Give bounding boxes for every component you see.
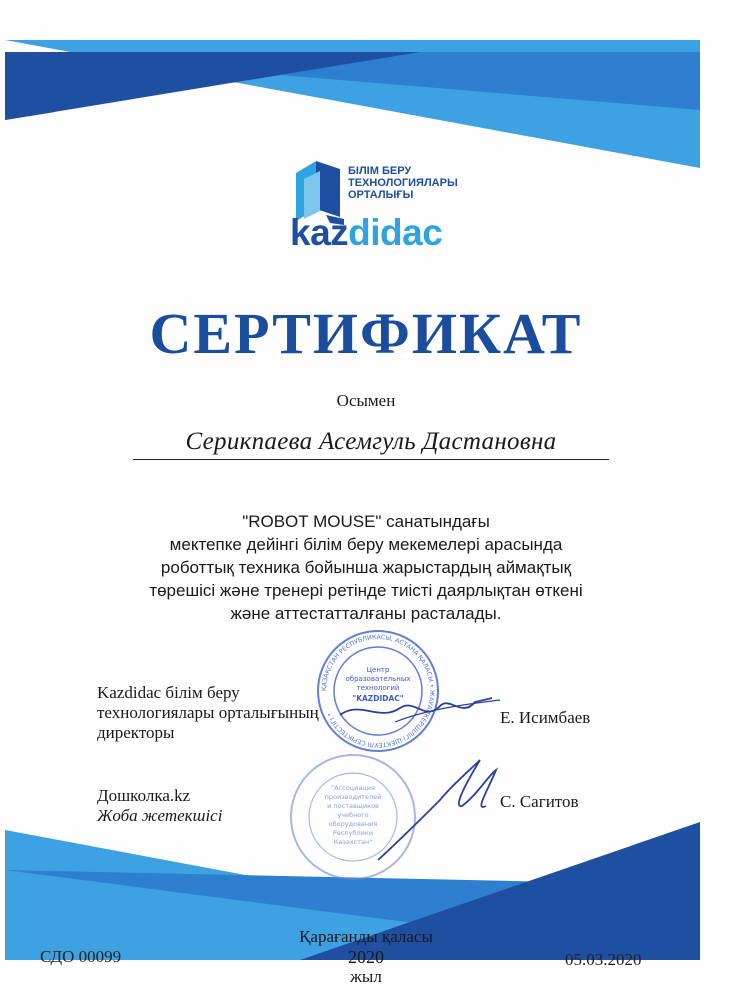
stamp-ring-text: ҚАЗАҚСТАН РЕСПУБЛИКАСЫ, АСТАНА ҚАЛАСЫ • ЖАУАПКЕРШІЛІГІ ШЕКТЕУЛІ СЕРІКТЕСТІГІ • (320, 633, 436, 749)
year-suffix: жыл (350, 967, 382, 986)
recipient-name: Серикпаева Асемгуль Дастановна (133, 428, 609, 460)
logo-subtitle-line: ТЕХНОЛОГИЯЛАРЫ (348, 177, 458, 189)
stamp-line: образовательных (345, 675, 411, 683)
issue-date: 05.03.2020 (565, 950, 642, 969)
certificate-title: СЕРТИФИКАТ (149, 301, 583, 366)
stamp-line: технологий (356, 684, 400, 692)
body-line: төрешісі және тренері ретінде тиісті даярлықтан өткені (149, 581, 583, 600)
body-line: роботтық техника бойынша жарыстардың аймақтық (160, 558, 572, 577)
stamp-line: Казахстан" (333, 838, 373, 846)
logo-subtitle-line: БІЛІМ БЕРУ (348, 165, 412, 177)
city-name: Қарағанды қаласы (299, 927, 433, 946)
stamp-line: оборудования (328, 820, 378, 828)
director-line: директоры (97, 723, 175, 742)
stamp-line: "KAZDIDAC" (352, 694, 404, 703)
project-role: Жоба жетекшісі (97, 806, 223, 825)
director-signer-name: Е. Исимбаев (500, 708, 591, 727)
body-line: және аттестатталғаны расталады. (230, 604, 502, 623)
intro-text: Осымен (336, 391, 396, 410)
stamp-line: Республики (332, 829, 374, 837)
director-signature (340, 698, 492, 715)
logo-subtitle-line: ОРТАЛЫҒЫ (348, 189, 414, 201)
stamp-line: и поставщиков (327, 802, 379, 810)
body-line: мектепке дейінгі білім беру мекемелері арасында (169, 535, 563, 554)
stamp-line: учебного (337, 811, 369, 819)
director-line: технологиялары орталығының (97, 703, 319, 722)
year: 2020 (348, 947, 384, 967)
project-signer-name: С. Сагитов (500, 792, 579, 811)
project-signature (378, 760, 496, 860)
stamp-line: Центр (366, 666, 390, 674)
certificate-number: СДО 00099 (40, 947, 122, 966)
logo-name-part2: didac (348, 212, 443, 253)
body-line: "ROBOT MOUSE" санатындағы (242, 512, 490, 531)
logo-name-part1: kaz (290, 212, 349, 253)
stamp-line: производителей (324, 793, 382, 801)
director-line: Kazdidac білім беру (97, 683, 240, 702)
project-site: Дошколка.kz (97, 786, 191, 805)
stamp-line: "Ассоциация (331, 784, 375, 792)
